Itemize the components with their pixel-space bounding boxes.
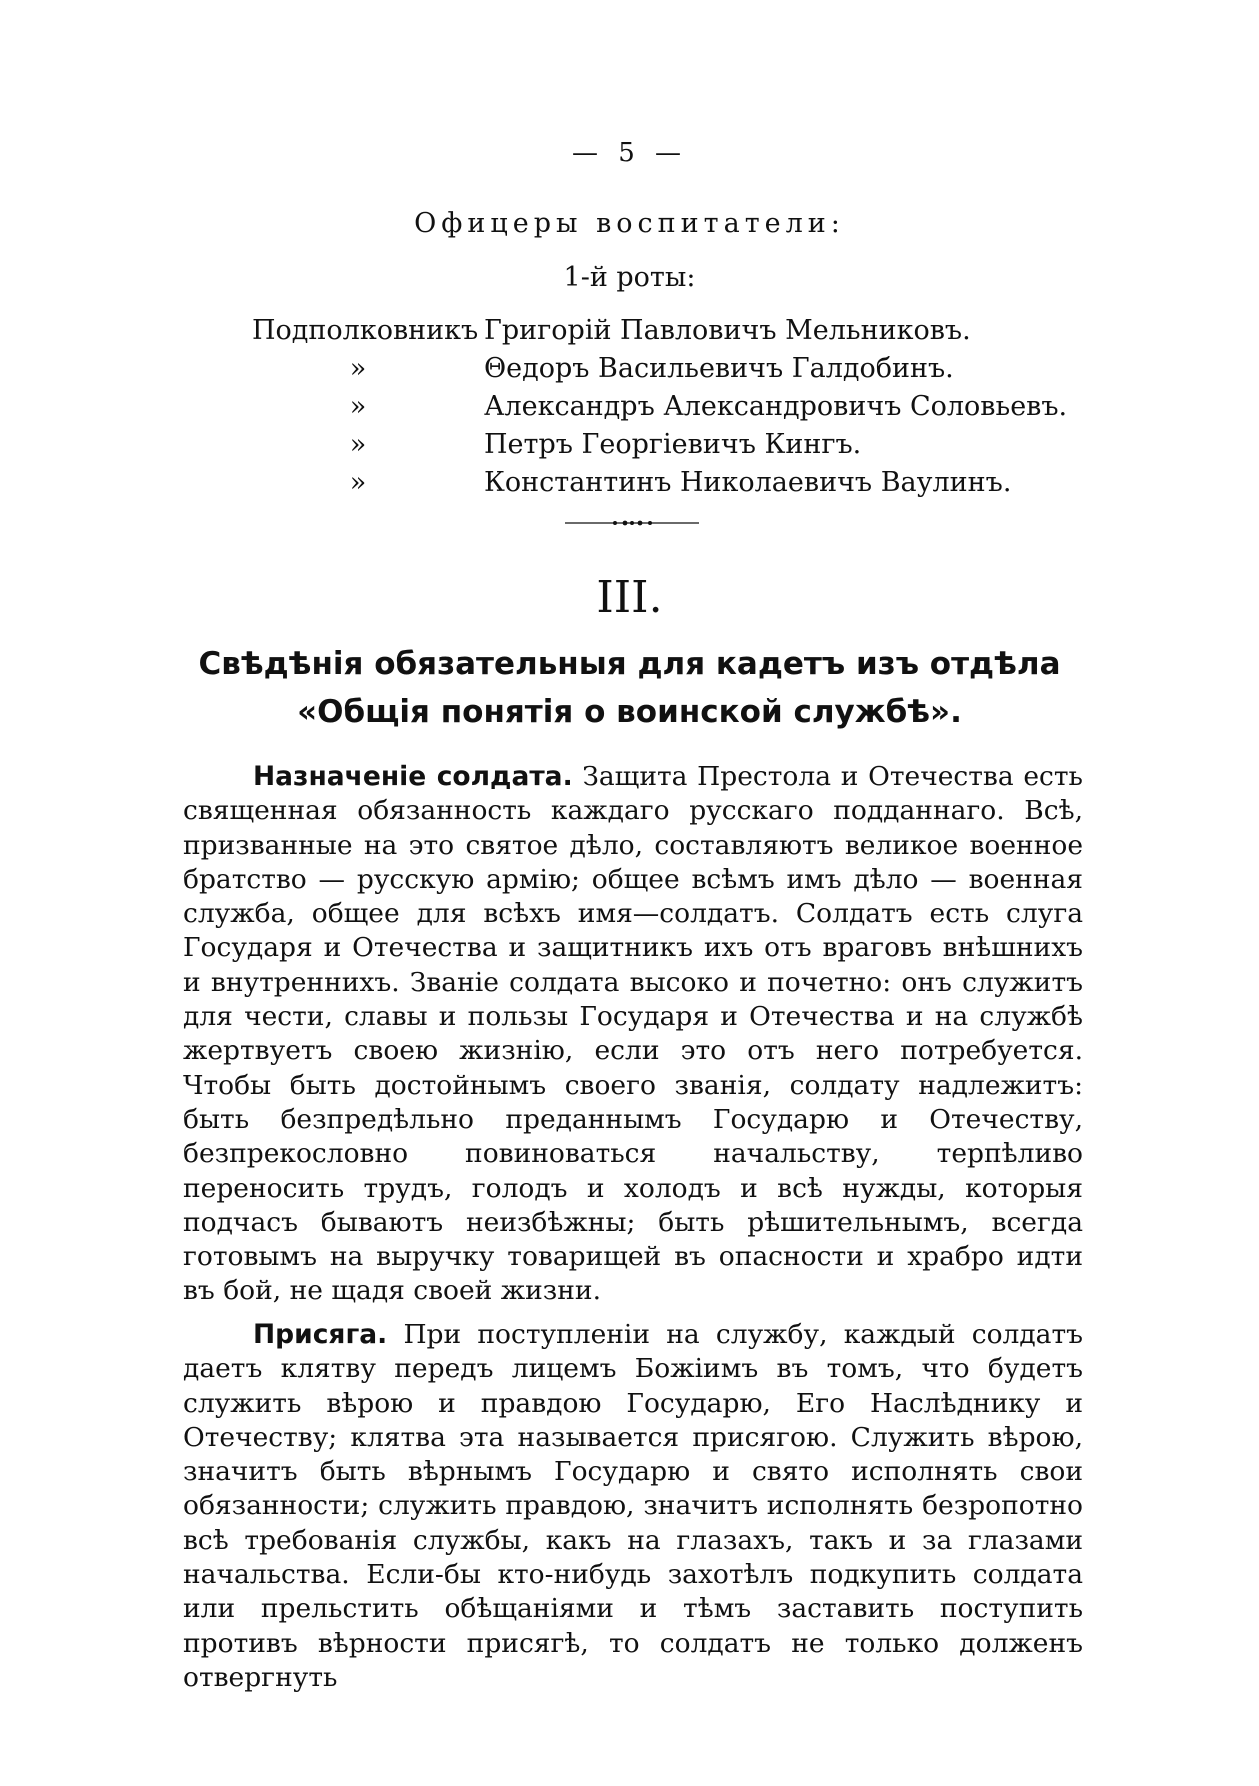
officer-name: Θедоръ Васильевичъ Галдобинъ.	[484, 353, 954, 384]
officers-heading: Офицеры воспитатели:	[414, 208, 845, 239]
paragraph-soldier-purpose	[183, 760, 1083, 1309]
ditto-mark: »	[349, 467, 367, 498]
ditto-mark: »	[349, 353, 367, 384]
officer-row	[252, 312, 1132, 350]
paragraph-lead: Назначеніе солдата.	[253, 761, 573, 792]
officer-row	[252, 464, 1132, 502]
ornament-divider	[565, 520, 699, 526]
page-number: — 5 —	[571, 138, 688, 168]
company-subheading: 1-й роты:	[563, 262, 696, 293]
paragraph-oath	[183, 1318, 1083, 1695]
officer-row	[252, 388, 1132, 426]
ditto-mark: »	[349, 429, 367, 460]
section-title-line: «Общія понятія о воинской службѣ».	[297, 694, 962, 730]
section-title	[0, 640, 1259, 736]
officer-name: Петръ Георгіевичъ Кингъ.	[484, 429, 862, 460]
paragraph-text: Защита Престола и Отечества есть священная обязанность каждаго русскаго подданнаго. Всѣ, призванные на это святое дѣло, составляютъ великое военное братство — русскую армію; общее всѣмъ имъ дѣло — военная служба, общее для всѣхъ имя—солдатъ. Солдатъ есть слуга Государя и Отечества и защитникъ ихъ отъ враговъ внѣшнихъ и внутреннихъ. Званіе солдата высоко и почетно: онъ служитъ для чести, славы и пользы Государя и Отечества и на службѣ жертвуетъ своею жизнію, если это отъ него потребуется. Чтобы быть достойнымъ своего званія, солдату надлежитъ: быть безпредѣльно преданнымъ Государю и Отечеству, безпрекословно повиноваться начальству, терпѣливо переносить трудъ, голодъ и холодъ и всѣ нужды, которыя подчасъ бываютъ неизбѣжны; быть рѣшительнымъ, всегда готовымъ на выручку товарищей въ опасности и храбро идти въ бой, не щадя своей жизни.	[183, 761, 1083, 1307]
section-title-line: Свѣдѣнія обязательныя для кадетъ изъ отдѣла	[198, 646, 1061, 682]
paragraph-text: При поступленіи на службу, каждый солдатъ даетъ клятву передъ лицемъ Божіимъ въ томъ, что будетъ служить вѣрою и правдою Государю, Его Наслѣднику и Отечеству; клятва эта называется присягою. Служить вѣрою, значитъ быть вѣрнымъ Государю и свято исполнять свои обязанности; служить правдою, значитъ исполнять безропотно всѣ требованія службы, какъ на глазахъ, такъ и за глазами начальства. Если-бы кто-нибудь захотѣлъ подкупить солдата или прельстить обѣщаніями и тѣмъ заставить поступить противъ вѣрности присягѣ, то солдатъ не только долженъ отвергнуть	[183, 1319, 1083, 1693]
officer-name: Константинъ Николаевичъ Ваулинъ.	[484, 467, 1012, 498]
officer-list	[252, 312, 1132, 502]
officer-row	[252, 426, 1132, 464]
chapter-number: III.	[596, 572, 663, 623]
officer-name: Александръ Александровичъ Соловьевъ.	[484, 391, 1068, 422]
officer-name: Григорій Павловичъ Мельниковъ.	[484, 315, 971, 346]
ditto-mark: »	[349, 391, 367, 422]
officer-row	[252, 350, 1132, 388]
paragraph-lead: Присяга.	[253, 1319, 388, 1350]
officer-rank: Подполковникъ	[252, 315, 479, 346]
